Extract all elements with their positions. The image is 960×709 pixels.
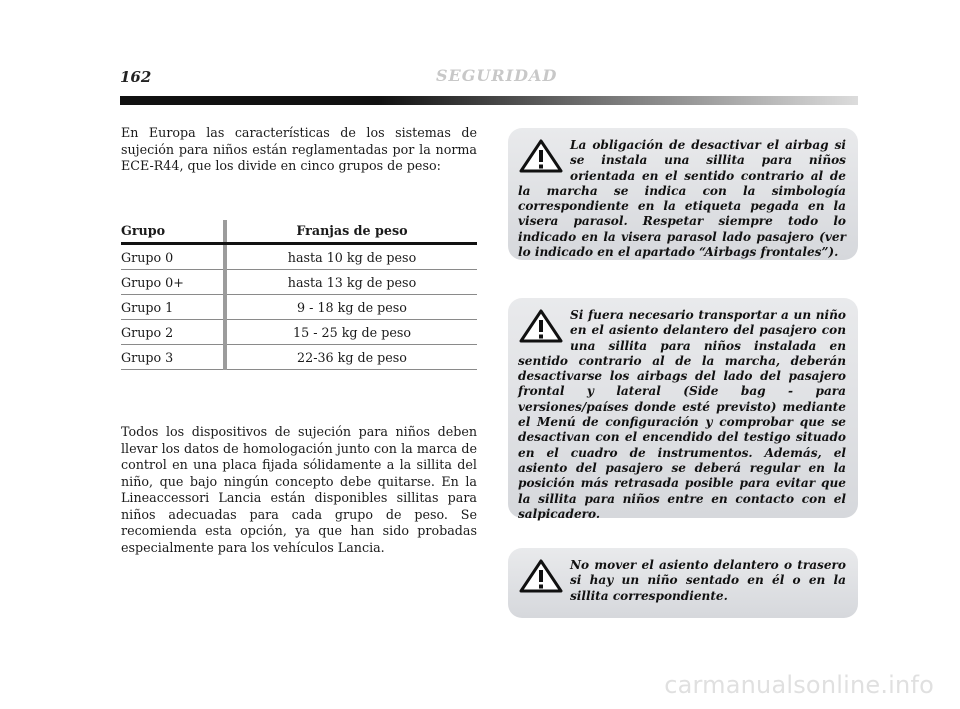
- weight-cell: 9 - 18 kg de peso: [227, 295, 477, 320]
- column-header-group: Grupo: [121, 220, 223, 244]
- warning-text: Si fuera necesario transportar a un niño en el asiento delantero del pasajero con una sillita para niños instalada en sentido contrario al de la marcha, deberán desactivarse los airbags del lado del pasajero frontal y lateral (Side bag - para versiones/países donde esté previsto) mediante el Menú de configuración y comprobar que se desactivan con el encendido del testigo situado en el cuadro de instrumentos. Además, el asiento del pasajero se deberá regular en la posición más retrasada posible para evitar que la sillita para niños entre en contacto con el salpicadero.: [518, 308, 846, 521]
- section-title: SEGURIDAD: [436, 66, 558, 85]
- group-cell: Grupo 2: [121, 320, 223, 345]
- table-row: [121, 295, 477, 320]
- table-header-row: [121, 220, 477, 244]
- weight-cell: hasta 13 kg de peso: [227, 270, 477, 295]
- homologation-paragraph: Todos los dispositivos de sujeción para niños deben llevar los datos de homologación junto con la marca de control en una placa fijada sólidamente a la sillita del niño, que bajo ningún concepto debe quitarse. En la Lineaccessori Lancia están disponibles sillitas para niños adecuadas para cada grupo de peso. Se recomienda esta opción, ya que han sido probadas especialmente para los vehículos Lancia.: [121, 424, 477, 555]
- warning-box-seat-adjustment: [508, 548, 858, 618]
- weight-cell: 22-36 kg de peso: [227, 345, 477, 370]
- warning-triangle-icon: [518, 308, 564, 344]
- group-cell: Grupo 1: [121, 295, 223, 320]
- weight-cell: 15 - 25 kg de peso: [227, 320, 477, 345]
- table-row: [121, 320, 477, 345]
- warning-box-front-seat-child: [508, 298, 858, 521]
- table-row: [121, 244, 477, 270]
- group-cell: Grupo 3: [121, 345, 223, 370]
- weight-group-table: [121, 220, 477, 370]
- group-cell: Grupo 0+: [121, 270, 223, 295]
- weight-cell: hasta 10 kg de peso: [227, 244, 477, 270]
- warning-triangle-icon: [518, 558, 564, 594]
- table-row: [121, 345, 477, 370]
- warning-text: La obligación de desactivar el airbag si se instala una sillita para niños orientada en el sentido contrario al de la marcha se indica con la simbología correspondiente en la etiqueta pegada en la visera parasol. Respetar siempre todo lo indicado en la visera parasol lado pasajero (ver lo indicado en el apartado “Airbags frontales”).: [518, 138, 846, 260]
- table-row: [121, 270, 477, 295]
- intro-paragraph: En Europa las características de los sistemas de sujeción para niños están reglamentadas por la norma ECE-R44, que los divide en cinco grupos de peso:: [121, 125, 477, 173]
- group-cell: Grupo 0: [121, 244, 223, 270]
- warning-box-airbag-deactivation: [508, 128, 858, 260]
- warning-text: No mover el asiento delantero o trasero si hay un niño sentado en él o en la sillita correspondiente.: [570, 558, 846, 603]
- column-header-weight: Franjas de peso: [227, 220, 477, 244]
- header-rule: [120, 96, 858, 105]
- watermark: carmanualsonline.info: [664, 671, 934, 699]
- warning-triangle-icon: [518, 138, 564, 174]
- page-number: 162: [120, 68, 152, 86]
